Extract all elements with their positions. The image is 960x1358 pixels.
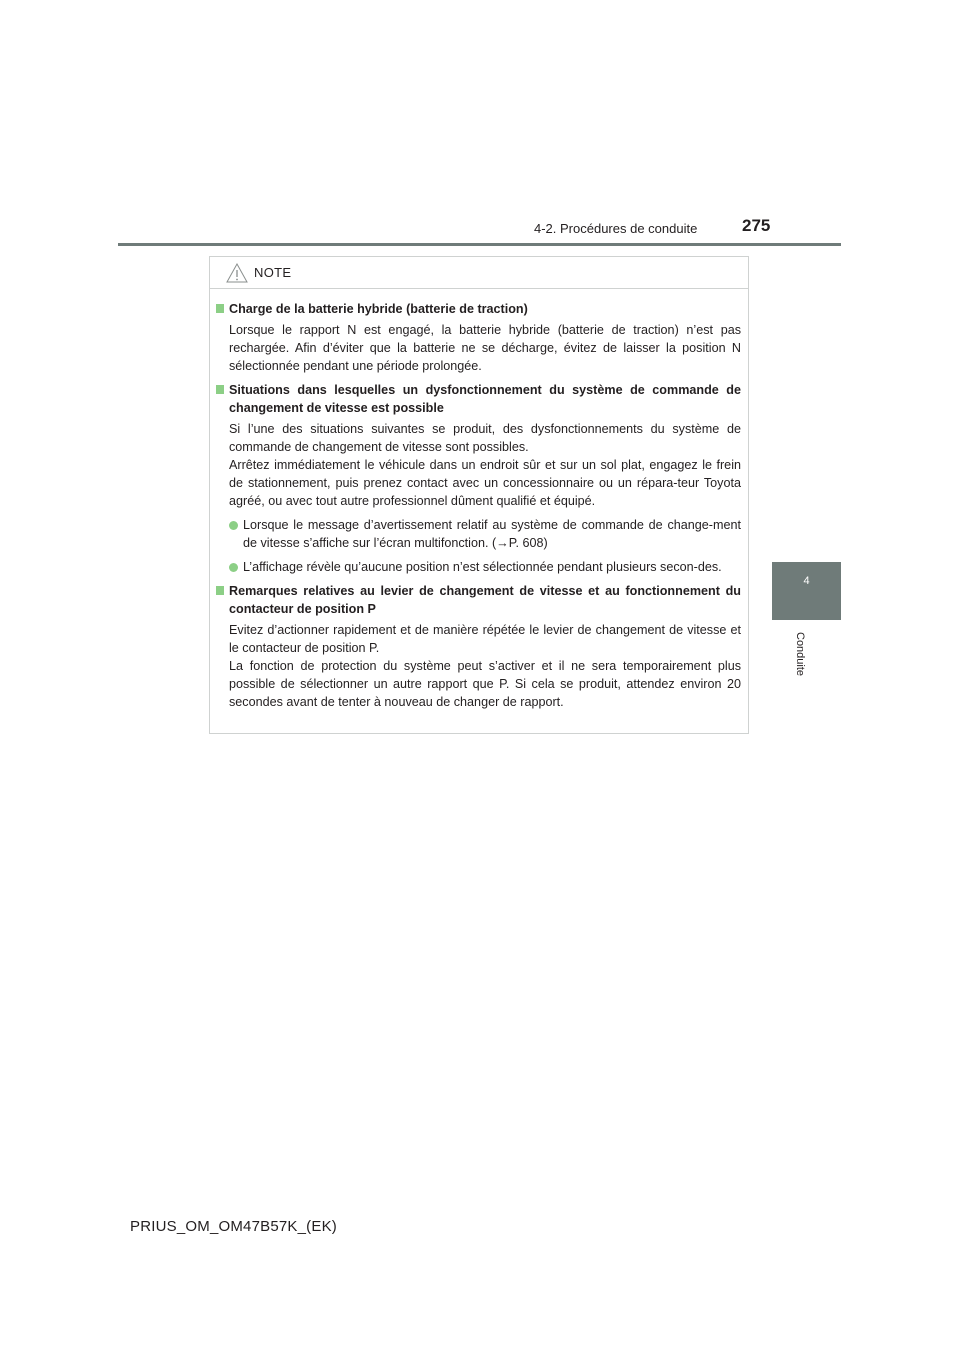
warning-triangle-icon xyxy=(226,263,248,288)
section-text xyxy=(216,420,741,510)
list-item-text: Lorsque le message d’avertissement relatif au système de commande de change-ment de vitesse s’affiche sur l’écran multifonction. (→P. 608) xyxy=(243,518,741,550)
list-item xyxy=(216,516,741,552)
note-title: NOTE xyxy=(254,265,292,280)
note-box xyxy=(209,256,749,734)
section-paragraph: Si l’une des situations suivantes se produit, des dysfonctionnements du système de commande de changement de vitesse sont possibles. xyxy=(229,422,741,454)
page-header-section: 4-2. Procédures de conduite xyxy=(534,221,698,236)
note-section xyxy=(216,582,741,711)
section-text xyxy=(216,621,741,711)
square-bullet-icon xyxy=(216,304,224,313)
footer-document-code: PRIUS_OM_OM47B57K_(EK) xyxy=(130,1218,337,1235)
note-body xyxy=(210,289,748,711)
square-bullet-icon xyxy=(216,385,224,394)
chapter-tab xyxy=(772,562,841,620)
note-section xyxy=(216,381,741,576)
section-paragraph: La fonction de protection du système peut s’activer et il ne sera temporairement plus possible de sélectionner un autre rapport que P. Si cela se produit, attendez environ 20 secondes avant de tenter à nouveau de changer de rapport. xyxy=(229,659,741,709)
section-title xyxy=(216,300,741,318)
round-bullet-icon xyxy=(229,563,238,572)
section-title-text: Charge de la batterie hybride (batterie de traction) xyxy=(229,302,528,316)
chapter-label: Conduite xyxy=(794,632,806,677)
section-title-text: Situations dans lesquelles un dysfonctionnement du système de commande de changement de vitesse est possible xyxy=(229,383,741,415)
section-paragraph: Evitez d’actionner rapidement et de manière répétée le levier de changement de vitesse et le contacteur de position P. xyxy=(229,623,741,655)
note-header xyxy=(210,257,748,289)
section-title xyxy=(216,381,741,417)
section-text: Lorsque le rapport N est engagé, la batterie hybride (batterie de traction) n’est pas rechargée. Afin d’éviter que la batterie ne se décharge, évitez de laisser la position N sélectionnée pendant une période prolongée. xyxy=(229,323,741,373)
square-bullet-icon xyxy=(216,586,224,595)
note-section xyxy=(216,300,741,375)
section-paragraph: Arrêtez immédiatement le véhicule dans un endroit sûr et sur un sol plat, engagez le frein de stationnement, puis prenez contact avec un concessionnaire ou un répara-teur Toyota agréé, ou avec tout autre professionnel dûment qualifié et équipé. xyxy=(229,458,741,508)
list-item-text: L’affichage révèle qu’aucune position n’est sélectionnée pendant plusieurs secon-des. xyxy=(243,560,722,574)
header-rule xyxy=(118,243,841,246)
section-title-text: Remarques relatives au levier de changement de vitesse et au fonctionnement du contacteur de position P xyxy=(229,584,741,616)
page-number: 275 xyxy=(742,216,771,235)
section-title xyxy=(216,582,741,618)
list-item xyxy=(216,558,741,576)
chapter-number: 4 xyxy=(803,575,810,587)
round-bullet-icon xyxy=(229,521,238,530)
